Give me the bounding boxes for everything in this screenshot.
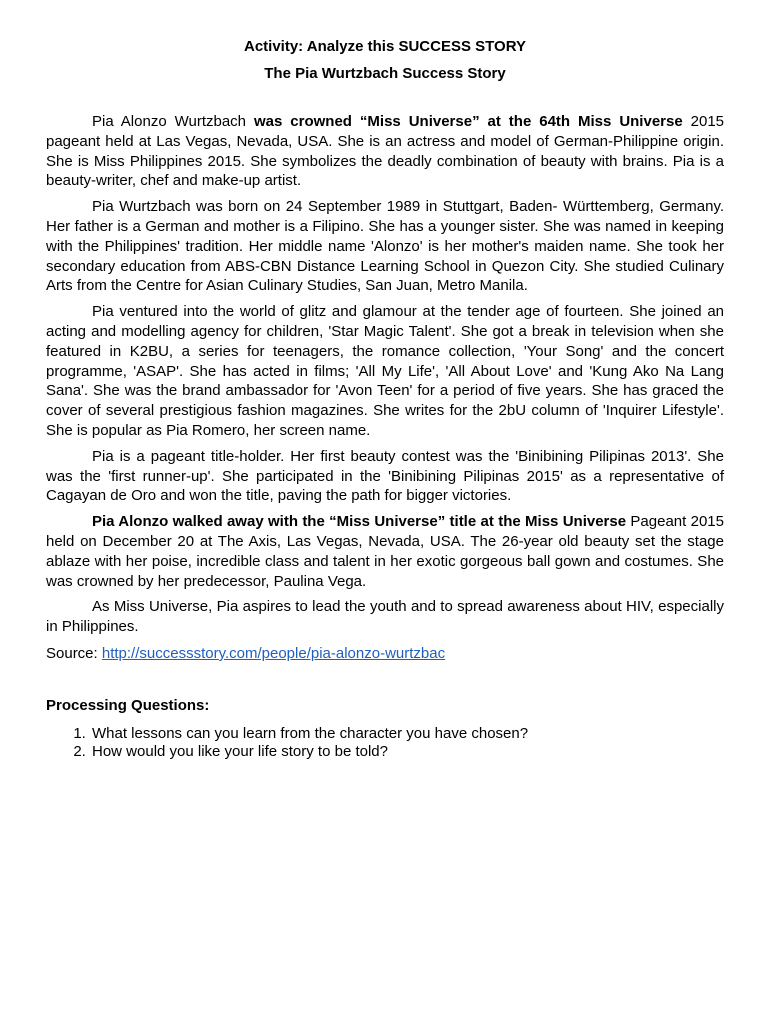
source-line: [46, 644, 724, 664]
activity-title: Activity: Analyze this SUCCESS STORY: [243, 38, 526, 55]
story-title: The Pia Wurtzbach Success Story: [264, 65, 506, 82]
paragraph-intro-start: Pia Alonzo Wurtzbach: [92, 113, 254, 130]
paragraph-miss-universe-rest: Pageant 2015 held on December 20 at The Axis, Las Vegas, Nevada, USA. The 26-year old beauty set the stage ablaze with her poise, incredible class and talent in her exotic gorgeous ball gown and costumes. She was crowned by her predecessor, Paulina Vega.: [46, 513, 724, 590]
document-page: [46, 38, 724, 761]
paragraph-miss-universe: [46, 512, 724, 591]
list-item: 1. What lessons can you learn from the character you have chosen?: [90, 725, 724, 743]
processing-questions-heading: Processing Questions:: [46, 696, 210, 714]
story-body: [46, 112, 724, 637]
paragraph-career: Pia ventured into the world of glitz and glamour at the tender age of fourteen. She joined an acting and modelling agency for children, 'Star Magic Talent'. She got a break in television when she featured in K2BU, a series for teenagers, the romance collection, 'Your Song' and the concert programme, 'ASAP'. She has acted in films; 'All My Life', 'All About Love' and 'Kung Ako Na Lang Sana'. She was the brand ambassador for 'Avon Teen' for a period of five years. She has graced the cover of several prestigious fashion magazines. She writes for the 2bU column of 'Inquirer Lifestyle'. She is popular as Pia Romero, her screen name.: [46, 303, 724, 439]
paragraph-aspirations: As Miss Universe, Pia aspires to lead the youth and to spread awareness about HIV, especially in Philippines.: [46, 598, 724, 636]
paragraph-pageants: Pia is a pageant title-holder. Her first beauty contest was the 'Binibining Pilipinas 2013'. She was the 'first runner-up'. She participated in the 'Binibining Pilipinas 2015' as a representative of Cagayan de Oro and won the title, paving the path for bigger victories.: [46, 447, 724, 505]
paragraph-early-life: Pia Wurtzbach was born on 24 September 1989 in Stuttgart, Baden- Württemberg, Germany. Her father is a German and mother is a Filipino. She has a younger sister. She was named in keeping with the Philippines' tradition. Her middle name 'Alonzo' is her mother's maiden name. She took her secondary education from ABS-CBN Distance Learning School in Quezon City. She studied Culinary Arts from the Centre for Asian Culinary Studies, San Juan, Metro Manila.: [46, 198, 724, 295]
paragraph-intro-bold: was crowned “Miss Universe” at the 64th Miss Universe: [253, 113, 683, 130]
list-item: 2. How would you like your life story to be told?: [90, 743, 724, 761]
source-label: Source:: [46, 644, 102, 662]
source-link[interactable]: http://successstory.com/people/pia-alonzo-wurtzbac: [101, 644, 446, 662]
paragraph-miss-universe-bold: Pia Alonzo walked away with the “Miss Universe” title at the Miss Universe: [92, 513, 627, 531]
paragraph-intro: [46, 112, 724, 191]
paragraph-intro-rest: 2015 pageant held at Las Vegas, Nevada, USA. She is an actress and model of German-Philippine origin. She is Miss Philippines 2015. She symbolizes the deadly combination of beauty with brains. Pia is a beauty-writer, chef and make-up artist.: [46, 113, 725, 190]
processing-questions-list: [46, 725, 724, 761]
